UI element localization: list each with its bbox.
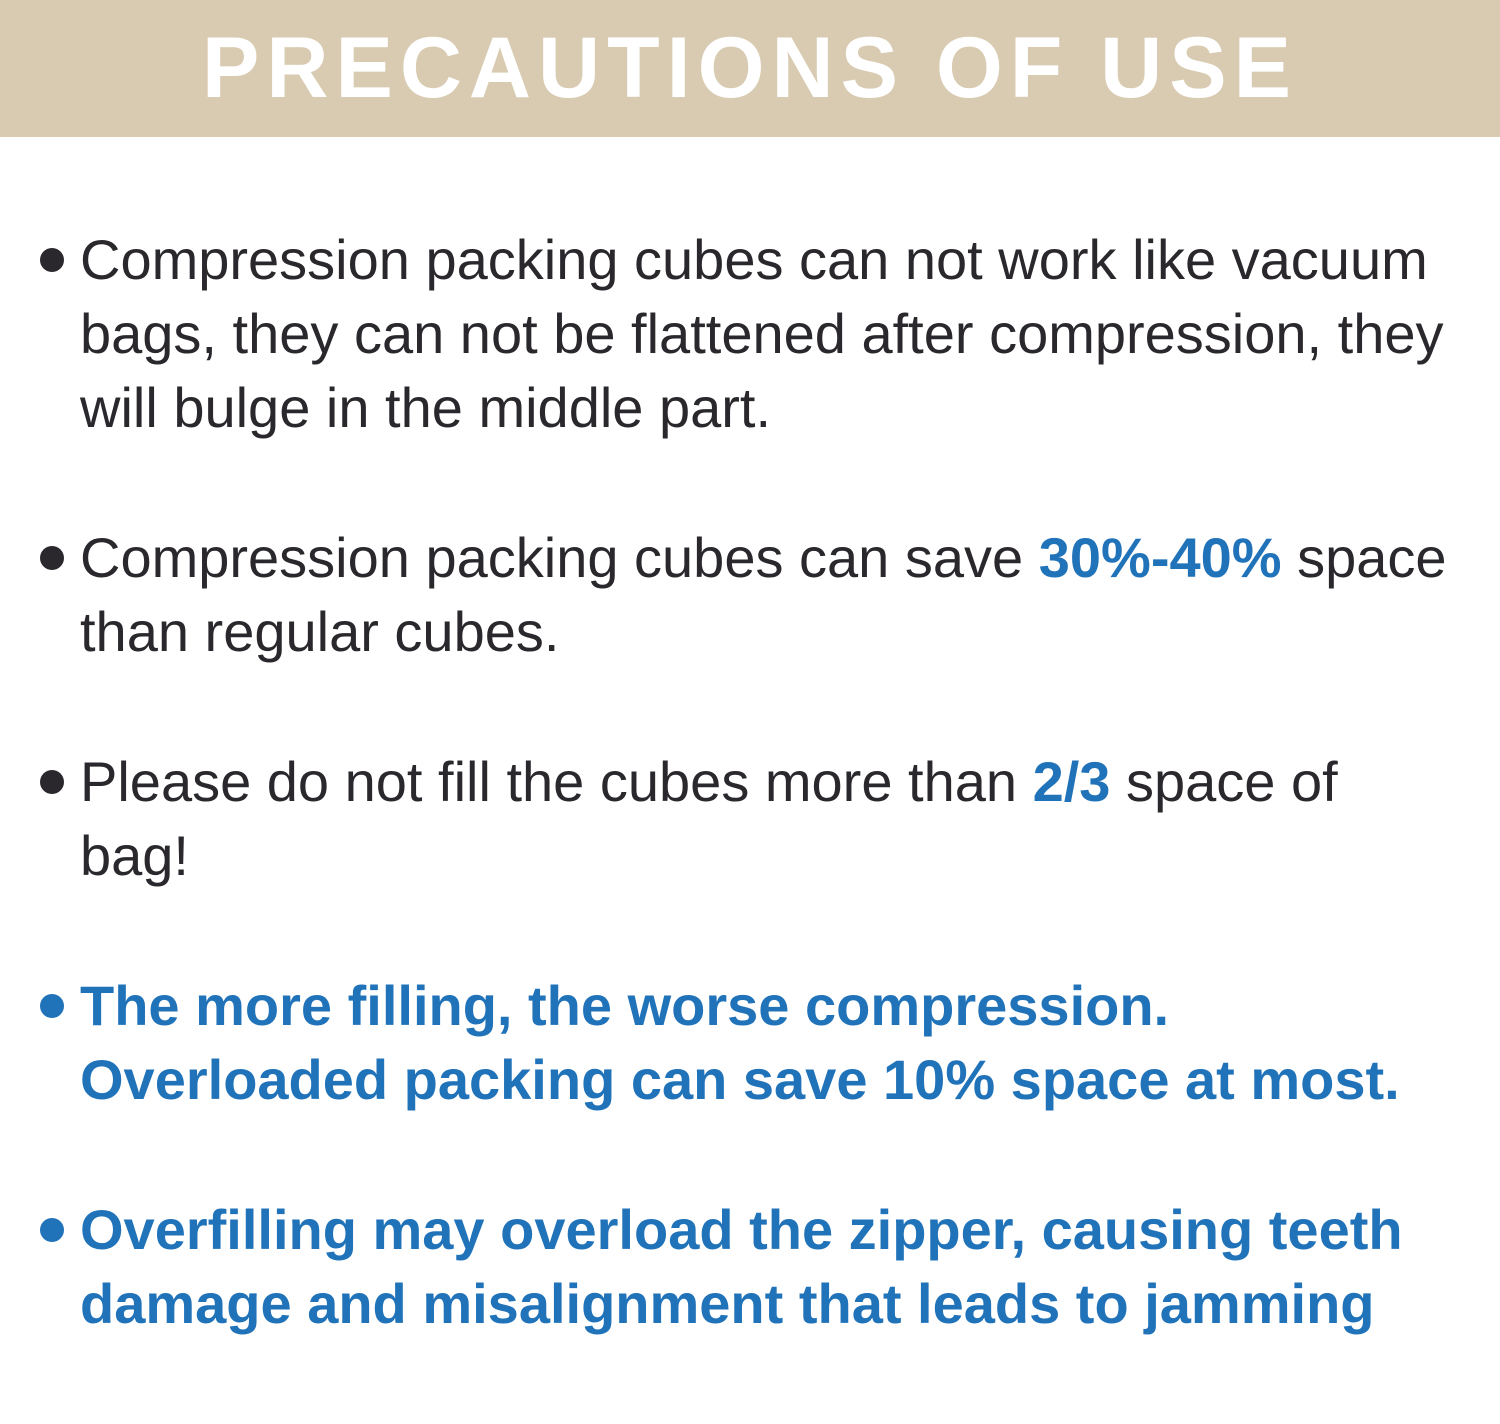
precautions-list (40, 223, 1454, 1341)
bullet-dot-icon (40, 770, 64, 794)
bullet-dot-icon (40, 1218, 64, 1242)
precaution-text-accent: The more filling, the worse compression. Overloaded packing can save 10% space at most. (80, 974, 1400, 1111)
precaution-item (40, 521, 1454, 669)
precaution-text: space of bag! (80, 750, 1338, 887)
precaution-text-accent: 2/3 (1032, 750, 1111, 813)
precaution-text-accent: 30%-40% (1038, 526, 1282, 589)
precaution-item (40, 969, 1454, 1117)
precaution-text: Please do not fill the cubes more than (80, 750, 1033, 813)
precaution-item (40, 1193, 1454, 1341)
bullet-dot-icon (40, 546, 64, 570)
precaution-item (40, 745, 1454, 893)
precaution-text: Compression packing cubes can save (80, 526, 1039, 589)
page-title: PRECAUTIONS OF USE (202, 20, 1298, 116)
precaution-text: space than regular cubes. (80, 526, 1447, 663)
precaution-text-accent: Overfilling may overload the zipper, causing teeth damage and misalignment that leads to jamming (80, 1198, 1403, 1335)
bullet-dot-icon (40, 994, 64, 1018)
precaution-item (40, 223, 1454, 445)
precautions-content (0, 137, 1500, 1341)
precaution-text: Compression packing cubes can not work like vacuum bags, they can not be flattened after compression, they will bulge in the middle part. (80, 228, 1444, 439)
bullet-dot-icon (40, 248, 64, 272)
header-banner (0, 0, 1500, 137)
